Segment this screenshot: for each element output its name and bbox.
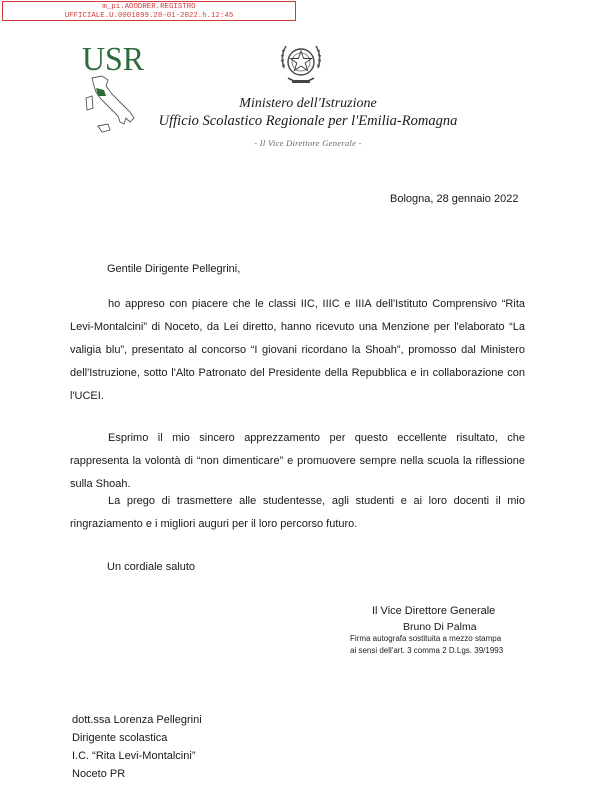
office-role: - Il Vice Direttore Generale - [254, 138, 362, 148]
protocol-stamp-line1: m_pi.AOODRER.REGISTRO [102, 3, 196, 11]
recipient-city: Noceto PR [72, 768, 126, 780]
letter-paragraph-2: Esprimo il mio sincero apprezzamento per questo eccellente risultato, che rappresenta la volontà di “non dimenticare” e promuovere sempre nella scuola la riflessione sulla Shoah. [70, 432, 525, 490]
usr-logo-text: USR [82, 41, 145, 78]
recipient-role: Dirigente scolastica [72, 732, 168, 744]
signature-note-1: Firma autografa sostituita a mezzo stampa [350, 634, 502, 643]
recipient-school: I.C. “Rita Levi-Montalcini” [72, 750, 196, 762]
protocol-stamp [2, 1, 296, 21]
letter-paragraph-1: ho appreso con piacere che le classi IIC, IIIC e IIIA dell'Istituto Comprensivo “Rita Levi-Montalcini” di Noceto, da Lei diretto, hanno ricevuto una Menzione per l'elaborato “La valigia blu”, presentato al concorso “I giovani ricordano la Shoah”, promosso dal Ministero dell'Istruzione, sotto l'Alto Patronato del Presidente della Repubblica e in collaborazione con l'UCEI. [70, 298, 525, 402]
italian-republic-emblem-icon [276, 38, 326, 90]
letter-greeting: Gentile Dirigente Pellegrini, [107, 263, 241, 275]
signature-name: Bruno Di Palma [403, 621, 477, 633]
ministry-name: Ministero dell'Istruzione [239, 96, 377, 111]
signature-note-2: ai sensi dell'art. 3 comma 2 D.Lgs. 39/1993 [350, 646, 504, 655]
signature-title: Il Vice Direttore Generale [372, 605, 496, 617]
letter-date: Bologna, 28 gennaio 2022 [390, 193, 519, 205]
protocol-stamp-line2: UFFICIALE.U.0001899.28-01-2022.h.12:45 [64, 12, 234, 20]
letter-paragraph-3: La prego di trasmettere alle studentesse, agli studenti e ai loro docenti il mio ringraziamento e i migliori auguri per il loro percorso futuro. [70, 495, 525, 530]
letter-closing: Un cordiale saluto [107, 561, 196, 573]
office-name: Ufficio Scolastico Regionale per l'Emilia-Romagna [158, 113, 458, 129]
recipient-name: dott.ssa Lorenza Pellegrini [72, 714, 202, 726]
